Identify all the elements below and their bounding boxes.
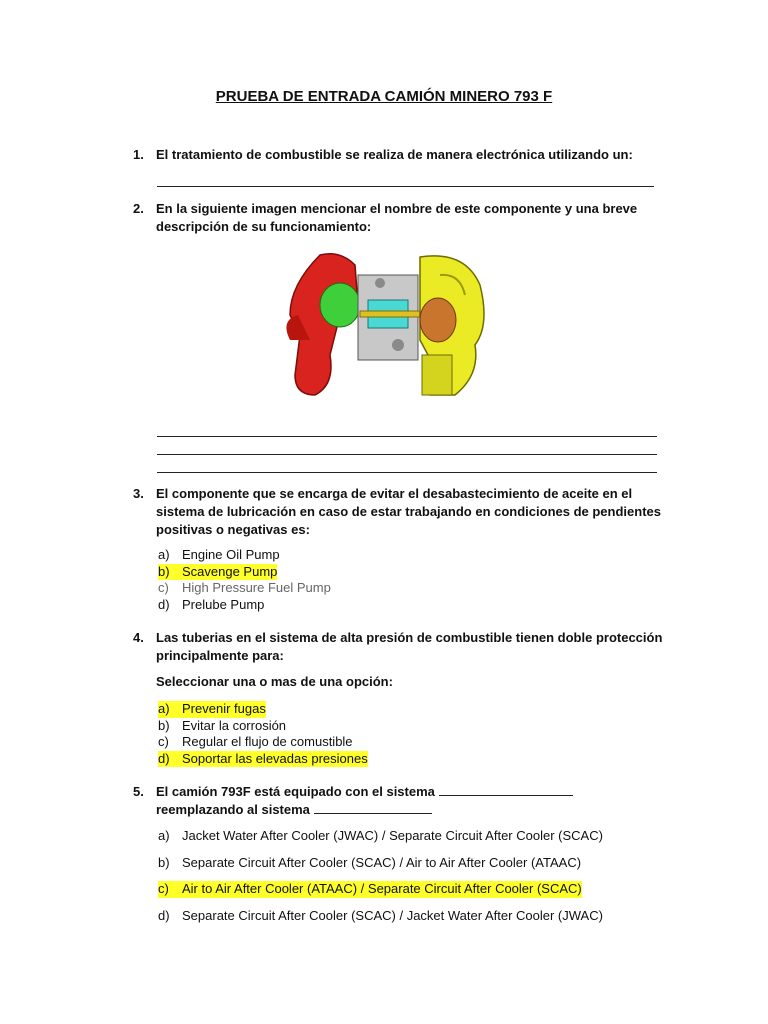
option-d[interactable]: d) Prelube Pump — [158, 596, 265, 612]
fill-blank-1[interactable] — [439, 783, 573, 796]
options-list — [158, 701, 368, 767]
options-list — [158, 828, 603, 934]
option-label: Soportar las elevadas presiones — [182, 750, 368, 766]
option-label: Jacket Water After Cooler (JWAC) / Separate Circuit After Cooler (SCAC) — [182, 828, 603, 843]
answer-line[interactable] — [157, 454, 657, 455]
question-number: 3. — [133, 486, 144, 501]
question-text: Las tuberias en el sistema de alta presión de combustible tienen doble protección principalmente para: — [156, 630, 663, 663]
question-number: 1. — [133, 147, 144, 162]
question-text: En la siguiente imagen mencionar el nombre de este componente y una breve descripción de su funcionamiento: — [156, 201, 638, 234]
question-2 — [133, 200, 663, 236]
option-a[interactable]: a) Jacket Water After Cooler (JWAC) / Separate Circuit After Cooler (SCAC) — [158, 828, 603, 843]
option-label: Separate Circuit After Cooler (SCAC) / Air to Air After Cooler (ATAAC) — [182, 854, 582, 870]
option-label: Engine Oil Pump — [182, 547, 280, 562]
option-b[interactable]: b) Evitar la corrosión — [158, 717, 287, 733]
answer-line[interactable] — [157, 472, 657, 473]
options-list — [158, 547, 331, 613]
option-d[interactable]: d) Separate Circuit After Cooler (SCAC) / Jacket Water After Cooler (JWAC) — [158, 907, 603, 923]
option-label: Evitar la corrosión — [182, 717, 287, 733]
option-label: Separate Circuit After Cooler (SCAC) / Jacket Water After Cooler (JWAC) — [182, 907, 603, 923]
question-number: 4. — [133, 630, 144, 645]
question-number: 5. — [133, 784, 144, 799]
answer-line[interactable] — [157, 186, 654, 187]
option-label: Prelube Pump — [182, 596, 265, 612]
option-a[interactable]: a) Engine Oil Pump — [158, 547, 280, 562]
question-3 — [133, 485, 663, 539]
option-label: Air to Air After Cooler (ATAAC) / Separate Circuit After Cooler (SCAC) — [182, 881, 582, 896]
option-d-highlighted[interactable]: d) Soportar las elevadas presiones — [158, 750, 368, 766]
question-1 — [133, 146, 663, 164]
option-c-highlighted[interactable]: c) Air to Air After Cooler (ATAAC) / Separate Circuit After Cooler (SCAC) — [158, 881, 582, 896]
question-4 — [133, 629, 663, 665]
option-c[interactable]: c) High Pressure Fuel Pump — [158, 580, 331, 595]
question-text: El tratamiento de combustible se realiza de manera electrónica utilizando un: — [156, 147, 633, 162]
page-title: PRUEBA DE ENTRADA CAMIÓN MINERO 793 F — [215, 88, 553, 105]
option-label: High Pressure Fuel Pump — [182, 580, 331, 595]
option-label: Prevenir fugas — [182, 701, 266, 716]
question-number: 2. — [133, 201, 144, 216]
option-label: Regular el flujo de comustible — [182, 734, 353, 749]
option-b[interactable]: b) Separate Circuit After Cooler (SCAC) / Air to Air After Cooler (ATAAC) — [158, 854, 582, 870]
question-text: El camión 793F está equipado con el sistema reemplazando al sistema — [156, 783, 663, 819]
option-a-highlighted[interactable]: a) Prevenir fugas — [158, 701, 266, 716]
turbocharger-cutaway-image — [280, 245, 490, 405]
instruction-text: Seleccionar una o mas de una opción: — [156, 674, 393, 689]
option-c[interactable]: c) Regular el flujo de comustible — [158, 734, 353, 749]
answer-line[interactable] — [157, 436, 657, 437]
option-b-highlighted[interactable]: b) Scavenge Pump — [158, 563, 278, 579]
fill-blank-2[interactable] — [314, 801, 432, 814]
question-5 — [133, 783, 663, 819]
question-text: El componente que se encarga de evitar el desabastecimiento de aceite en el sistema de lubricación en caso de estar trabajando en condiciones de pendientes positivas o negativas es: — [156, 486, 661, 537]
option-label: Scavenge Pump — [182, 563, 278, 579]
